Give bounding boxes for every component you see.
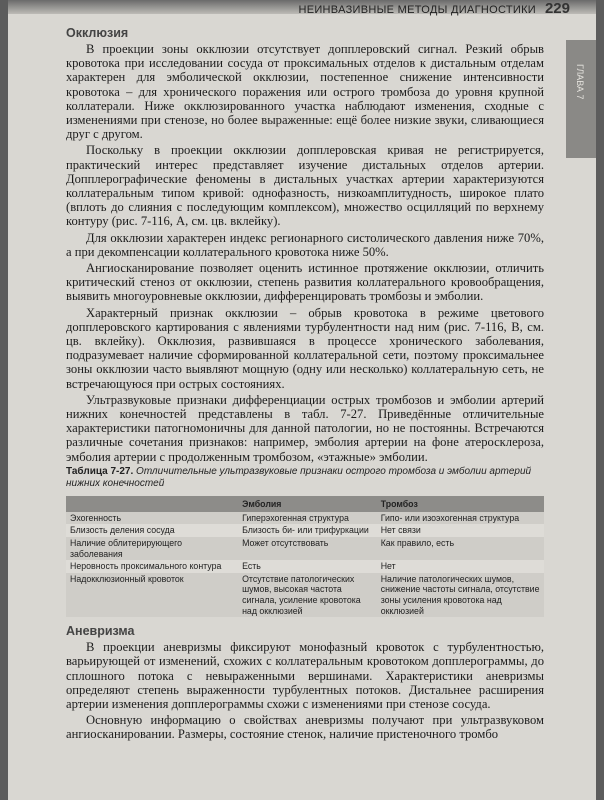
paragraph: Ангиосканирование позволяет оценить истинное протяжение окклюзии, отличить критический стеноз от окклюзии, степень развития коллатерального кровообращения, выявить многоуровневые окклюзии, дифференцировать тромбозы и эмболии. xyxy=(66,261,544,304)
paragraph: В проекции зоны окклюзии отсутствует допплеровский сигнал. Резкий обрыв кровотока при исследовании сосуда от проксимальных отделов к дистальным отделам характерен для эмболической окклюзии, постепенное снижение интенсивности кровотока – для хронического поражения или острого тромбоза до уровня крупной коллатерали. Ниже окклюзированного участка наблюдают изменения, сходные с изменениями при стенозе, но более выраженные: ещё более низкие звуки, сливающиеся друг с другом. xyxy=(66,42,544,142)
table-header-cell: Эмболия xyxy=(242,498,282,509)
table-cell: Близость деления сосуда xyxy=(70,525,175,536)
table-row xyxy=(66,560,544,573)
table-cell: Эхогенность xyxy=(70,512,122,523)
table-cell: Гипо- или изоэхогенная структура xyxy=(380,512,520,523)
paragraph: Ультразвуковые признаки дифференциации острых тромбозов и эмболии артерий нижних конечностей представлены в табл. 7-27. Приведённые отличительные характеристики патогномоничны для данной патологии, но не постоянны. Встречаются различные сочетания признаков: например, эмболия артерии на фоне атеросклероза, эмболия артерии с продолженным тромбозом, «этажные» эмболии. xyxy=(66,392,544,464)
table-cell: Наличие патологических шумов, снижение частоты сигнала, отсутствие зоны усиления кровотока над окклюзией xyxy=(380,573,540,616)
paragraph: Для окклюзии характерен индекс регионарного систолического давления ниже 70%, а при декомпенсации коллатерального кровотока ниже 50%. xyxy=(66,230,544,259)
table-cell: Нет xyxy=(380,561,396,572)
table-cell: Может отсутствовать xyxy=(242,538,329,549)
page-content xyxy=(66,26,544,742)
table-row xyxy=(66,573,544,617)
table-caption xyxy=(66,466,544,491)
table-cell: Надокклюзионный кровоток xyxy=(70,573,184,584)
table-header-row xyxy=(66,496,544,512)
table-caption-label: Таблица 7-27. xyxy=(66,465,134,477)
paragraph: Поскольку в проекции окклюзии допплеровская кривая не регистрируется, практический интерес представляет изучение дистальных отделов артерии. Допплерографические феномены в дистальных участках артерии характеризуются коллатеральным типом кривой: однофазность, низкоамплитудность, широкое плато (вплоть до слияния с последующим комплексом), множество осцилляций по верхнему контуру (рис. 7-116, А, см. цв. вклейку). xyxy=(66,143,544,229)
chapter-tab xyxy=(566,40,596,158)
table-caption-text: Отличительные ультразвуковые признаки острого тромбоза и эмболии артерий нижних конечностей xyxy=(66,465,532,490)
table-cell: Есть xyxy=(242,561,261,572)
table-header-cell: Тромбоз xyxy=(380,498,418,509)
table-cell: Как правило, есть xyxy=(380,538,455,549)
table-cell: Отсутствие патологических шумов, высокая частота сигнала, усиление кровотока над окклюзией xyxy=(242,573,361,616)
chapter-tab-label: ГЛАВА 7 xyxy=(575,64,585,100)
table-cell: Близость би- или трифуркации xyxy=(242,525,369,536)
table-cell: Наличие облитерирующего заболевания xyxy=(70,538,183,559)
paragraph: Характерный признак окклюзии – обрыв кровотока в режиме цветового допплеровского картирования с явлениями турбулентности над ним (рис. 7-116, В, см. цв. вклейку). Окклюзия, развившаяся в процессе хронического заболевания, подразумевает наличие сформированной коллатеральной сети, поэтому проксимальнее зоны окклюзии часто выявляют мощную (одну или несколько) коллатеральную сеть, не встречающуюся при острых состояниях. xyxy=(66,305,544,391)
paragraph: В проекции аневризмы фиксируют монофазный кровоток с турбулентностью, варьирующей от изменений, схожих с коллатеральным кровотоком допплерограммы, до сплошного потока с невыраженными вершинами. Характеристики аневризмы определяют степень выраженности турбулентных потоков. Дистальнее расширения артерии изменения допплерограммы схожи с изменениями при стенозе сосуда. xyxy=(66,640,544,712)
book-page xyxy=(8,0,596,800)
table-cell: Гиперэхогенная структура xyxy=(242,512,349,523)
section-title-occlusion: Окклюзия xyxy=(66,26,129,40)
table-cell: Нет связи xyxy=(380,525,421,536)
page-number: 229 xyxy=(544,0,570,17)
table-cell: Неровность проксимального контура xyxy=(70,561,222,572)
table-row xyxy=(66,524,544,537)
table-row xyxy=(66,537,544,560)
paragraph: Основную информацию о свойствах аневризмы получают при ультразвуковом ангиосканировании. Размеры, состояние стенок, наличие пристеночного тромбо xyxy=(66,713,544,742)
comparison-table xyxy=(66,496,544,617)
section-title-aneurysm: Аневризма xyxy=(66,624,135,639)
running-head: НЕИНВАЗИВНЫЕ МЕТОДЫ ДИАГНОСТИКИ xyxy=(298,4,536,16)
table-header-cell xyxy=(66,496,238,512)
table-row xyxy=(66,512,544,525)
